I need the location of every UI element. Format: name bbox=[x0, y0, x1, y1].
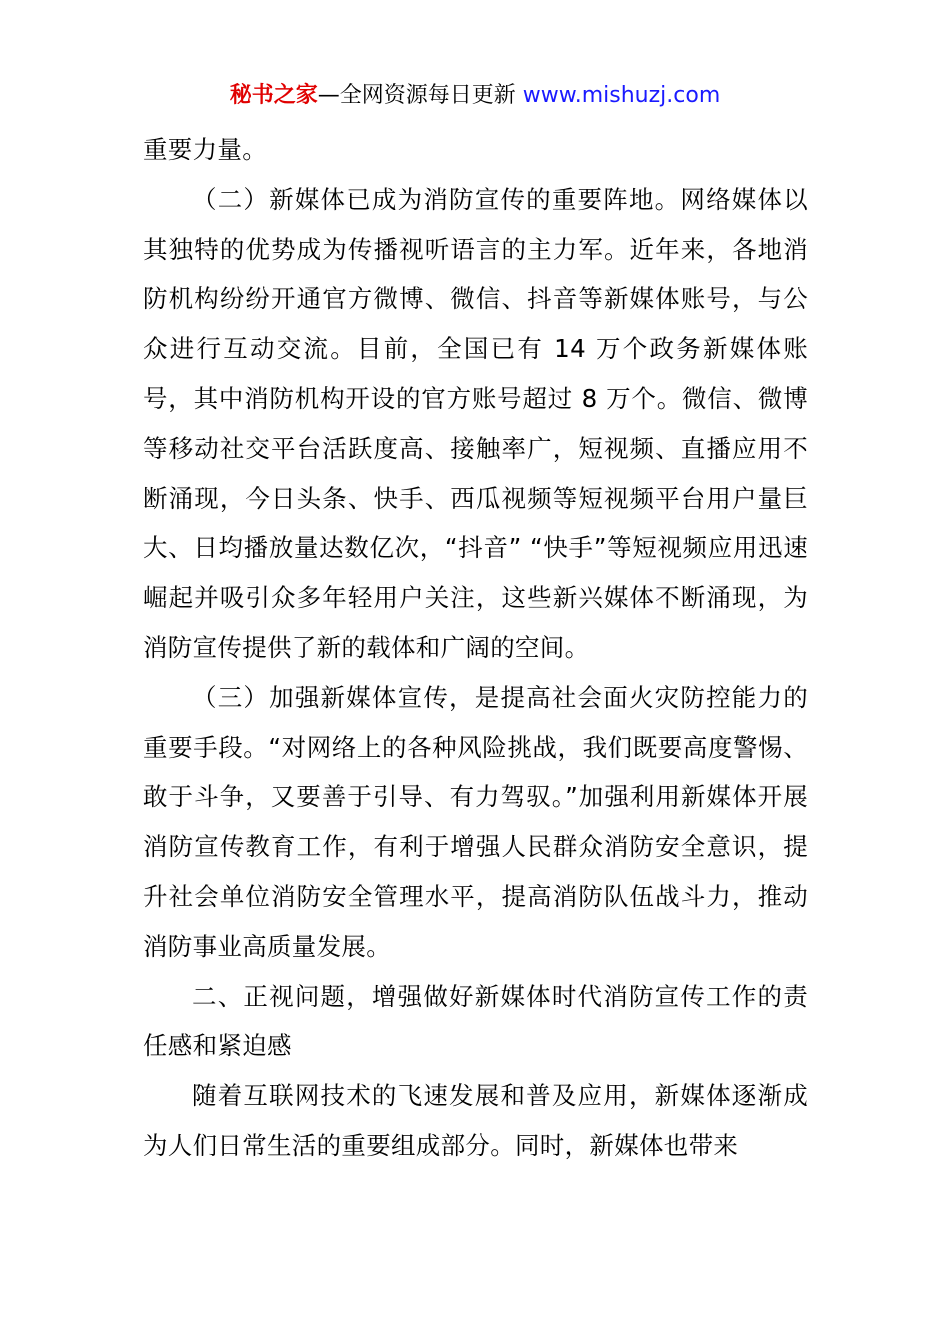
paragraph-continuation: 重要力量。 bbox=[143, 135, 267, 164]
paragraph-section-3: （三）加强新媒体宣传，是提高社会面火灾防控能力的重要手段。“对网络上的各种风险挑战，我们既要高度警惕、敢于斗争，又要善于引导、有力驾驭。”加强利用新媒体开展消防宣传教育工作，有利于增强人民群众消防安全意识，提升社会单位消防安全管理水平，提高消防队伍战斗力，推动消防事业高质量发展。 bbox=[143, 682, 808, 961]
brand-name: 秘书之家 bbox=[229, 83, 318, 108]
section-heading: 二、正视问题，增强做好新媒体时代消防宣传工作的责任感和紧迫感 bbox=[143, 981, 808, 1061]
document-body bbox=[143, 125, 808, 1171]
header-tagline: —全网资源每日更新 bbox=[317, 83, 523, 108]
paragraph-section-2: （二）新媒体已成为消防宣传的重要阵地。网络媒体以其独特的优势成为传播视听语言的主力军。近年来，各地消防机构纷纷开通官方微博、微信、抖音等新媒体账号，与公众进行互动交流。目前，全国已有 14 万个政务新媒体账号，其中消防机构开设的官方账号超过 8 万个。微信、微博等移动社交平台活跃度高、接触率广，短视频、直播应用不断涌现，今日头条、快手、西瓜视频等短视频平台用户量巨大、日均播放量达数亿次，“抖音” “快手”等短视频应用迅速崛起并吸引众多年轻用户关注，这些新兴媒体不断涌现，为消防宣传提供了新的载体和广阔的空间。 bbox=[143, 184, 808, 662]
page-header bbox=[0, 80, 950, 112]
header-url-link[interactable]: www.mishuzj.com bbox=[522, 83, 721, 108]
paragraph-intro: 随着互联网技术的飞速发展和普及应用，新媒体逐渐成为人们日常生活的重要组成部分。同时，新媒体也带来 bbox=[143, 1081, 808, 1160]
